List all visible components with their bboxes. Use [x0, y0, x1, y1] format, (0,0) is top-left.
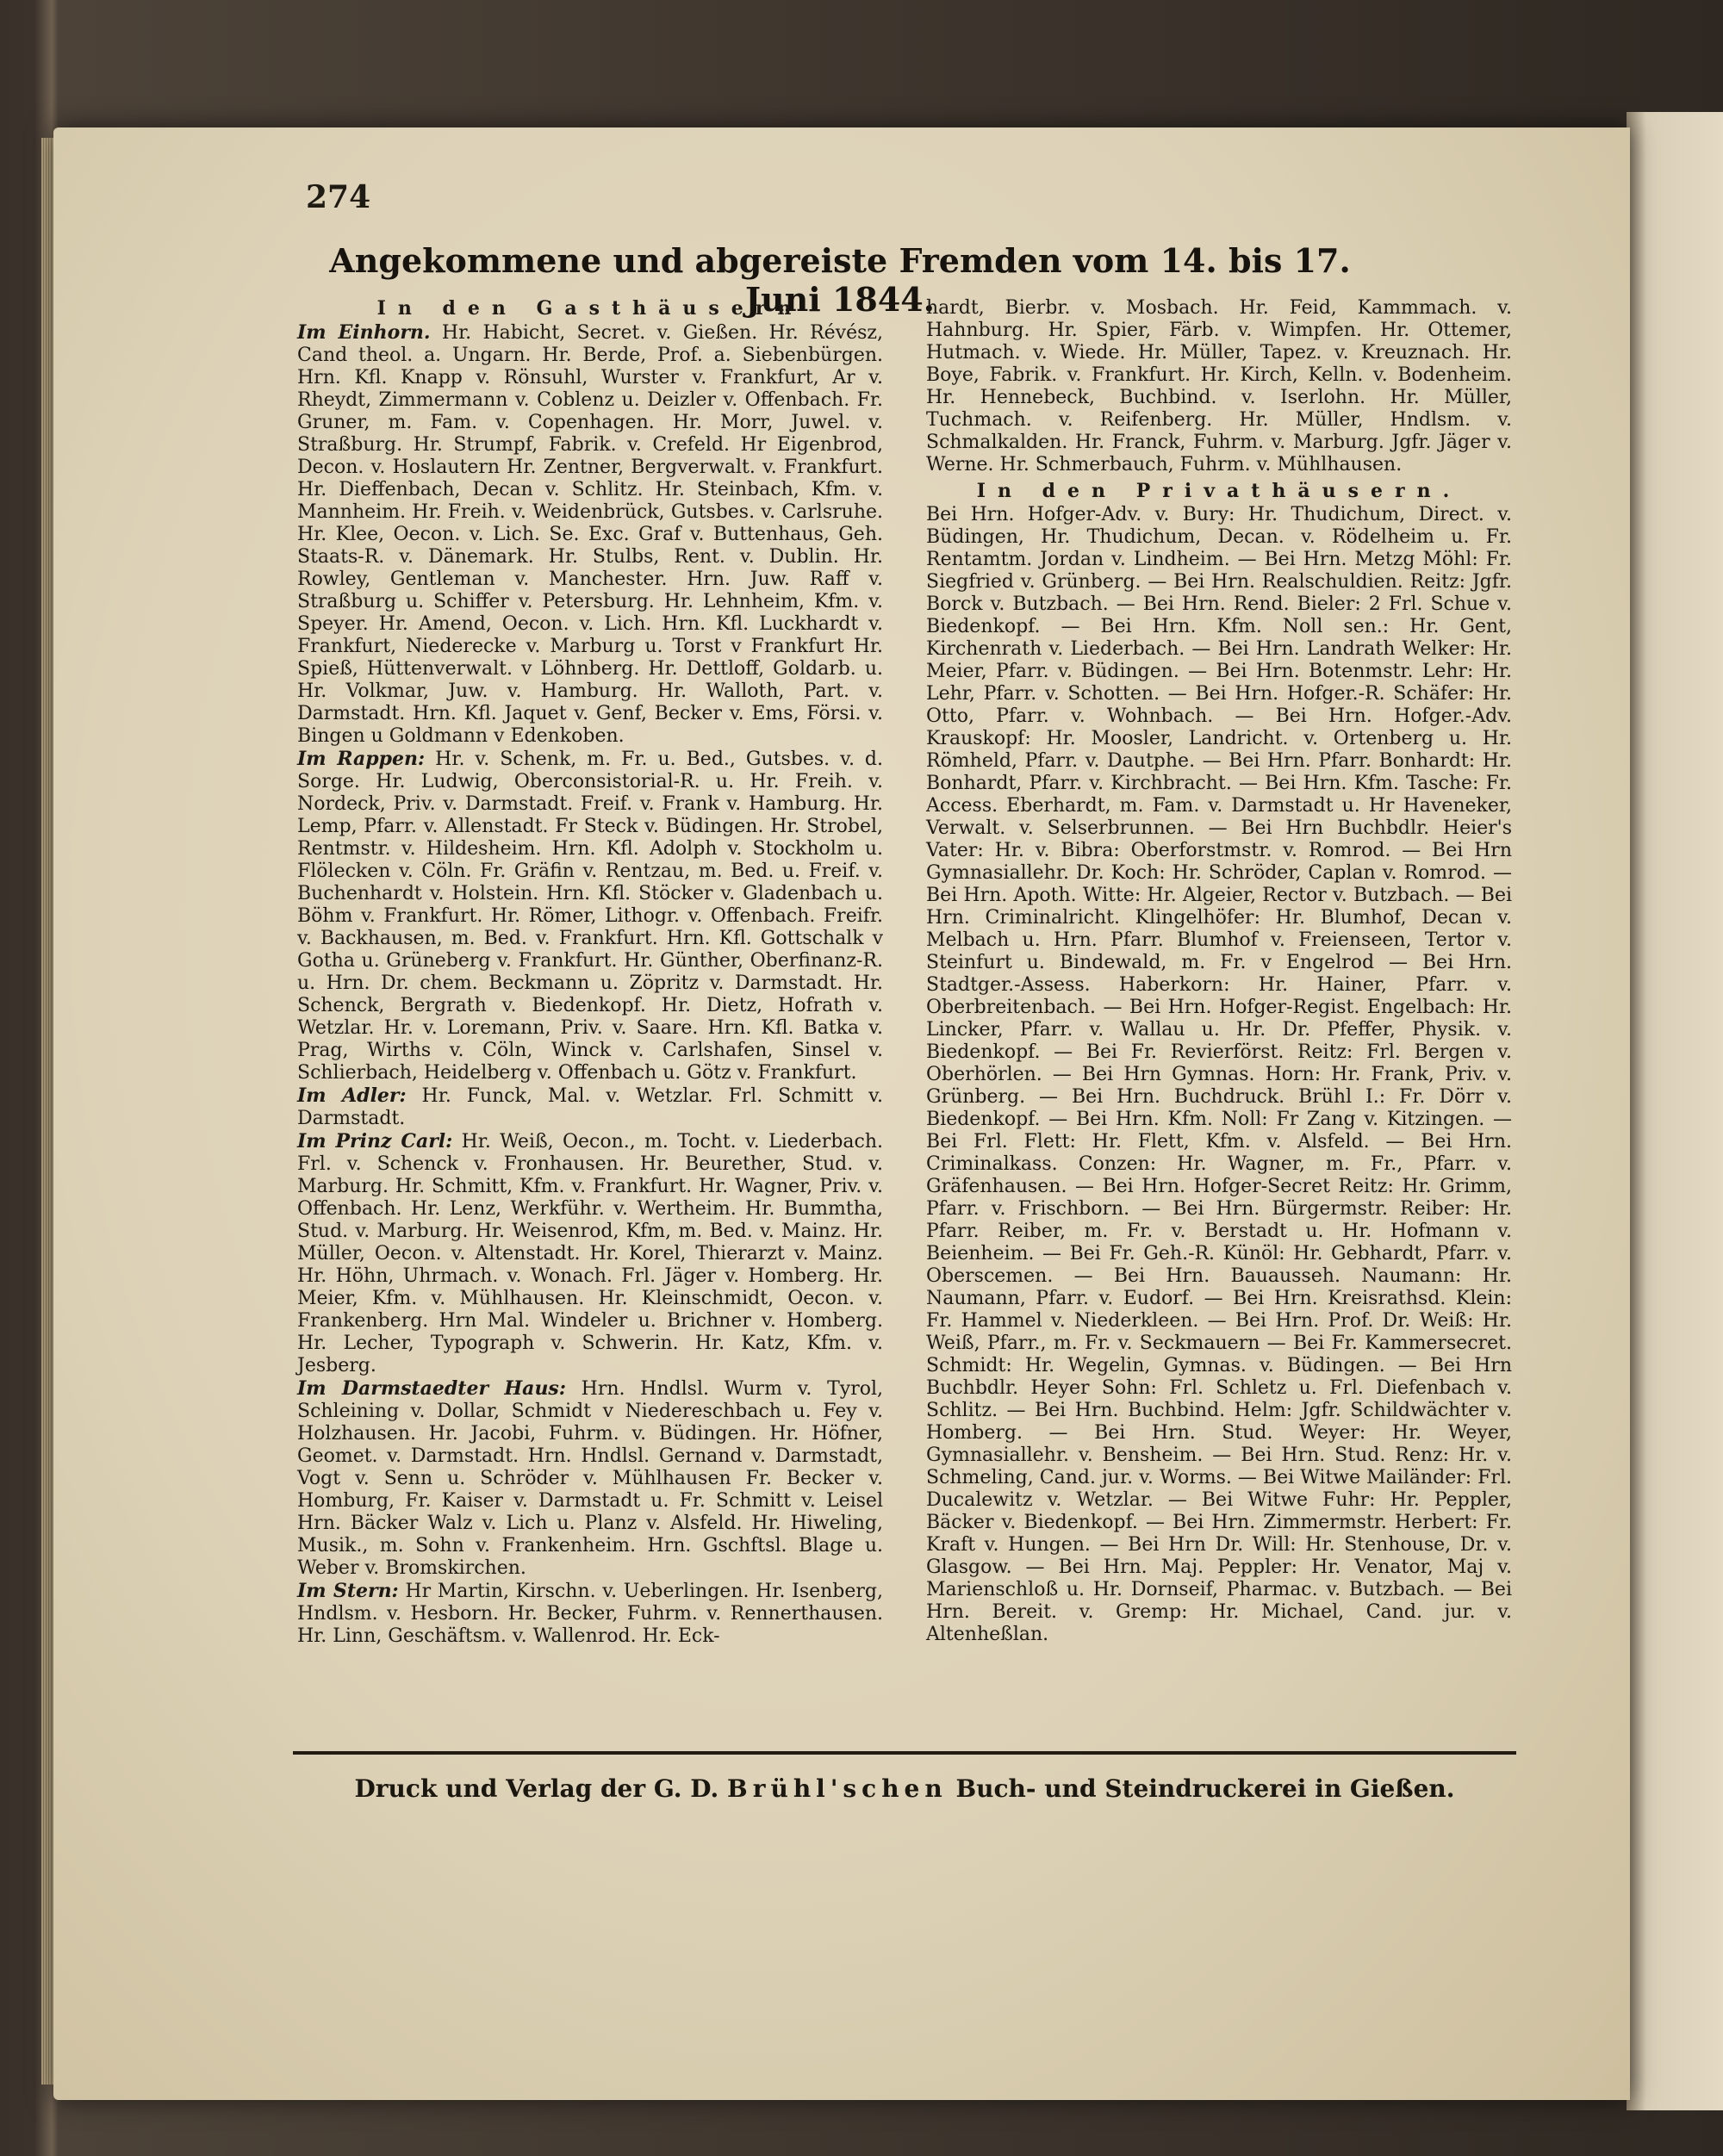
venue-name: Im Prinz Carl: — [297, 1130, 453, 1153]
section-heading-private-houses: In den Privathäusern. — [976, 480, 1462, 502]
venue-name: Im Einhorn. — [297, 321, 431, 344]
section-heading-inns: In den Gasthäusern — [376, 297, 804, 320]
inn-entry-stern — [297, 1580, 883, 1648]
private-houses-text: Bei Hrn. Hofger-Adv. v. Bury: Hr. Thudichum, Direct. v. Büdingen, Hr. Thudichum, Decan. v. Rödelheim u. Fr. Rentamtm. Jordan v. Lindheim. — Bei Hrn. Metzg Möhl: Fr. Siegfried v. Grünberg. — Bei Hrn. Realschuldien. Reitz: Jgfr. Borck v. Butzbach. — Bei Hrn. Rend. Bieler: 2 Frl. Schue v. Biedenkopf. — Bei Hrn. Kfm. Noll sen.: Hr. Gent, Kirchenrath v. Liederbach. — Bei Hrn. Landrath Welker: Hr. Meier, Pfarr. v. Büdingen. — Bei Hrn. Botenmstr. Lehr: Hr. Lehr, Pfarr. v. Schotten. — Bei Hrn. Hofger.-R. Schäfer: Hr. Otto, Pfarr. v. Wohnbach. — Bei Hrn. Hofger.-Adv. Krauskopf: Hr. Moosler, Landricht. v. Ortenberg u. Hr. Römheld, Pfarr. v. Dautphe. — Bei Hrn. Pfarr. Bonhardt: Hr. Bonhardt, Pfarr. v. Kirchbracht. — Bei Hrn. Kfm. Tasche: Fr. Access. Eberhardt, m. Fam. v. Darmstadt u. Hr Haveneker, Verwalt. v. Selserbrunnen. — Bei Hrn Buchbdlr. Heier's Vater: Hr. v. Bibra: Oberforstmstr. v. Romrod. — Bei Hrn Gymnasiallehr. Dr. Koch: Hr. Schröder, Caplan v. Romrod. — Bei Hrn. Apoth. Witte: Hr. Algeier, Rector v. Butzbach. — Bei Hrn. Criminalricht. Klingelhöfer: Hr. Blumhof, Decan v. Melbach u. Hrn. Pfarr. Blumhof v. Freienseen, Tertor v. Steinfurt u. Bindewald, m. Fr. v Engelrod — Bei Hrn. Stadtger.-Assess. Haberkorn: Hr. Hainer, Pfarr. v. Oberbreitenbach. — Bei Hrn. Hofger-Regist. Engelbach: Hr. Lincker, Pfarr. v. Wallau u. Hr. Dr. Pfeffer, Physik. v. Biedenkopf. — Bei Fr. Revierförst. Reitz: Frl. Bergen v. Oberhörlen. — Bei Hrn Gymnas. Horn: Hr. Frank, Priv. v. Grünberg. — Bei Hrn. Buchdruck. Brühl I.: Fr. Dörr v. Biedenkopf. — Bei Hrn. Kfm. Noll: Fr Zang v. Kitzingen. — Bei Frl. Flett: Hr. Flett, Kfm. v. Alsfeld. — Bei Hrn. Criminalkass. Conzen: Hr. Wagner, m. Fr., Pfarr. v. Gräfenhausen. — Bei Hrn. Hofger-Secret Reitz: Hr. Grimm, Pfarr. v. Frischborn. — Bei Hrn. Bürgermstr. Reiber: Hr. Pfarr. Reiber, m. Fr. v. Berstadt u. Hr. Hofmann v. Beienheim. — Bei Fr. Geh.-R. Künöl: Hr. Gebhardt, Pfarr. v. Oberscemen. — Bei Hrn. Bauausseh. Naumann: Hr. Naumann, Pfarr. v. Eudorf. — Bei Hrn. Kreisrathsd. Klein: Fr. Hammel v. Niederkleen. — Bei Hrn. Prof. Dr. Weiß: Hr. Weiß, Pfarr., m. Fr. v. Seckmauern — Bei Fr. Kammersecret. Schmidt: Hr. Wegelin, Gymnas. v. Büdingen. — Bei Hrn Buchbdlr. Heyer Sohn: Frl. Schletz u. Frl. Diefenbach v. Schlitz. — Bei Hrn. Buchbind. Helm: Jgfr. Schildwächter v. Homberg. — Bei Hrn. Stud. Weyer: Hr. Weyer, Gymnasiallehr. v. Bensheim. — Bei Hrn. Stud. Renz: Hr. v. Schmeling, Cand. jur. v. Worms. — Bei Witwe Mailänder: Frl. Ducalewitz v. Wetzlar. — Bei Witwe Fuhr: Hr. Peppler, Bäcker v. Biedenkopf. — Bei Hrn. Zimmermstr. Herbert: Fr. Kraft v. Hungen. — Bei Hrn Dr. Will: Hr. Stenhouse, Dr. v. Glasgow. — Bei Hrn. Maj. Peppler: Hr. Venator, Maj v. Marienschloß u. Hr. Dornseif, Pharmac. v. Butzbach. — Bei Hrn. Bereit. v. Gremp: Hr. Michael, Cand. jur. v. Altenheßlan. — [926, 504, 1512, 1645]
continuation-text: hardt, Bierbr. v. Mosbach. Hr. Feid, Kammmach. v. Hahnburg. Hr. Spier, Färb. v. Wimpfen. Hr. Ottemer, Hutmach. v. Wiede. Hr. Müller, Tapez. v. Kreuznach. Hr. Boye, Fabrik. v. Frankfurt. Hr. Kirch, Kelln. v. Bodenheim. Hr. Hennebeck, Buchbind. v. Iserlohn. Hr. Müller, Tuchmach. v. Reifenberg. Hr. Müller, Hndlsm. v. Schmalkalden. Hr. Franck, Fuhrm. v. Marburg. Jgfr. Jäger v. Werne. Hr. Schmerbauch, Fuhrm. v. Mühlhausen. — [926, 297, 1512, 475]
page-number: 274 — [306, 179, 371, 215]
inn-entry-einhorn — [297, 321, 883, 748]
imprint-line — [293, 1774, 1516, 1803]
inn-entry-prinz-carl — [297, 1130, 883, 1377]
imprint-name: Brühl'schen — [727, 1774, 948, 1803]
imprint-prefix: Druck und Verlag der G. D. — [354, 1774, 719, 1803]
page-title: Angekommene und abgereiste Fremden vom 14. bis 17. Juni 1844. — [329, 241, 1351, 319]
entry-text: Hr. Weiß, Oecon., m. Tocht. v. Liederbach. Frl. v. Schenck v. Fronhausen. Hr. Beurether, Stud. v. Marburg. Hr. Schmitt, Kfm. v. Frankfurt. Hr. Wagner, Priv. v. Offenbach. Hr. Lenz, Werkführ. v. Wertheim. Hr. Bummtha, Stud. v. Marburg. Hr. Weisenrod, Kfm, m. Bed. v. Mainz. Hr. Müller, Oecon. v. Altenstadt. Hr. Korel, Thierarzt v. Mainz. Hr. Höhn, Uhrmach. v. Wonach. Frl. Jäger v. Homberg. Hr. Meier, Kfm. v. Mühlhausen. Hr. Kleinschmidt, Oecon. v. Frankenberg. Hrn Mal. Windeler u. Brichner v. Homberg. Hr. Lecher, Typograph v. Schwerin. Hr. Katz, Kfm. v. Jesberg. — [297, 1131, 884, 1376]
right-column — [926, 297, 1512, 1646]
facing-page-edge — [1627, 112, 1723, 2110]
venue-name: Im Rappen: — [297, 748, 426, 770]
entry-text: Hr Martin, Kirschn. v. Ueberlingen. Hr. Isenberg, Hndlsm. v. Hesborn. Hr. Becker, Fuhrm. v. Rennerthausen. Hr. Linn, Geschäftsm. v. Wallenrod. Hr. Eck- — [297, 1581, 884, 1647]
footer-rule — [293, 1751, 1516, 1755]
inn-entry-darmstaedter-haus — [297, 1377, 883, 1580]
venue-name: Im Adler: — [297, 1084, 407, 1107]
venue-name: Im Stern: — [297, 1580, 399, 1602]
inn-entry-rappen — [297, 748, 883, 1084]
imprint-suffix: Buch- und Steindruckerei in Gießen. — [955, 1774, 1455, 1803]
entry-text: Hr. Funck, Mal. v. Wetzlar. Frl. Schmitt v. Darmstadt. — [297, 1085, 883, 1129]
entry-text: Hr. Habicht, Secret. v. Gießen. Hr. Révész, Cand theol. a. Ungarn. Hr. Berde, Prof. a. Siebenbürgen. Hrn. Kfl. Knapp v. Rönsuhl, Wurster v. Frankfurt, Ar v. Rheydt, Zimmermann v. Coblenz u. Deizler v. Offenbach. Fr. Gruner, m. Fam. v. Copenhagen. Hr. Morr, Juwel. v. Straßburg. Hr. Strumpf, Fabrik. v. Crefeld. Hr Eigenbrod, Decon. v. Hoslautern Hr. Zentner, Bergverwalt. v. Frankfurt. Hr. Dieffenbach, Decan v. Schlitz. Hr. Steinbach, Kfm. v. Mannheim. Hr. Freih. v. Weidenbrück, Gutsbes. v. Carlsruhe. Hr. Klee, Oecon. v. Lich. Se. Exc. Graf v. Buttenhaus, Geh. Staats-R. v. Dänemark. Hr. Stulbs, Rent. v. Dublin. Hr. Rowley, Gentleman v. Manchester. Hrn. Juw. Raff v. Straßburg u. Schiffer v. Petersburg. Hr. Lehnheim, Kfm. v. Speyer. Hr. Amend, Oecon. v. Lich. Hrn. Kfl. Luckhardt v. Frankfurt, Niederecke v. Marburg u. Torst v Frankfurt Hr. Spieß, Hüttenverwalt. v Löhnberg. Hr. Dettloff, Goldarb. u. Hr. Volkmar, Juw. v. Hamburg. Hr. Walloth, Part. v. Darmstadt. Hrn. Kfl. Jaquet v. Genf, Becker v. Ems, Försi. v. Bingen u Goldmann v Edenkoben. — [297, 322, 883, 747]
inn-entry-adler — [297, 1084, 883, 1130]
entry-text: Hrn. Hndlsl. Wurm v. Tyrol, Schleining v. Dollar, Schmidt v Niedereschbach u. Fey v. Holzhausen. Hr. Jacobi, Fuhrm. v. Büdingen. Hr. Höfner, Geomet. v. Darmstadt. Hrn. Hndlsl. Gernand v. Darmstadt, Vogt v. Senn u. Schröder v. Mühlhausen Fr. Becker v. Homburg, Fr. Kaiser v. Darmstadt u. Fr. Schmitt v. Leisel Hrn. Bäcker Walz v. Lich u. Planz v. Alsfeld. Hr. Hiweling, Musik., m. Sohn v. Frankenheim. Hrn. Gschftsl. Blage u. Weber v. Bromskirchen. — [297, 1378, 883, 1579]
venue-name: Im Darmstaedter Haus: — [297, 1377, 566, 1400]
entry-text: Hr. v. Schenk, m. Fr. u. Bed., Gutsbes. v. d. Sorge. Hr. Ludwig, Oberconsistorial-R. u. Hr. Freih. v. Nordeck, Priv. v. Darmstadt. Freif. v. Frank v. Hamburg. Hr. Lemp, Pfarr. v. Allenstadt. Fr Steck v. Büdingen. Hr. Strobel, Rentmstr. v. Hildesheim. Hrn. Kfl. Adolph v. Stockholm u. Flölecken v. Cöln. Fr. Gräfin v. Rentzau, m. Bed. u. Freif. v. Buchenhardt v. Holstein. Hrn. Kfl. Stöcker v. Gladenbach u. Böhm v. Frankfurt. Hr. Römer, Lithogr. v. Offenbach. Freifr. v. Backhausen, m. Bed. v. Frankfurt. Hrn. Kfl. Gottschalk v Gotha u. Grüneberg v. Frankfurt. Hr. Günther, Oberfinanz-R. u. Hrn. Dr. chem. Beckmann u. Zöpritz v. Darmstadt. Hr. Schenck, Bergrath v. Biedenkopf. Hr. Dietz, Hofrath v. Wetzlar. Hr. v. Loremann, Priv. v. Saare. Hrn. Kfl. Batka v. Prag, Wirths v. Cöln, Winck v. Carlshafen, Sinsel v. Schlierbach, Heidelberg v. Offenbach u. Götz v. Frankfurt. — [297, 749, 883, 1084]
left-column — [297, 297, 883, 1648]
